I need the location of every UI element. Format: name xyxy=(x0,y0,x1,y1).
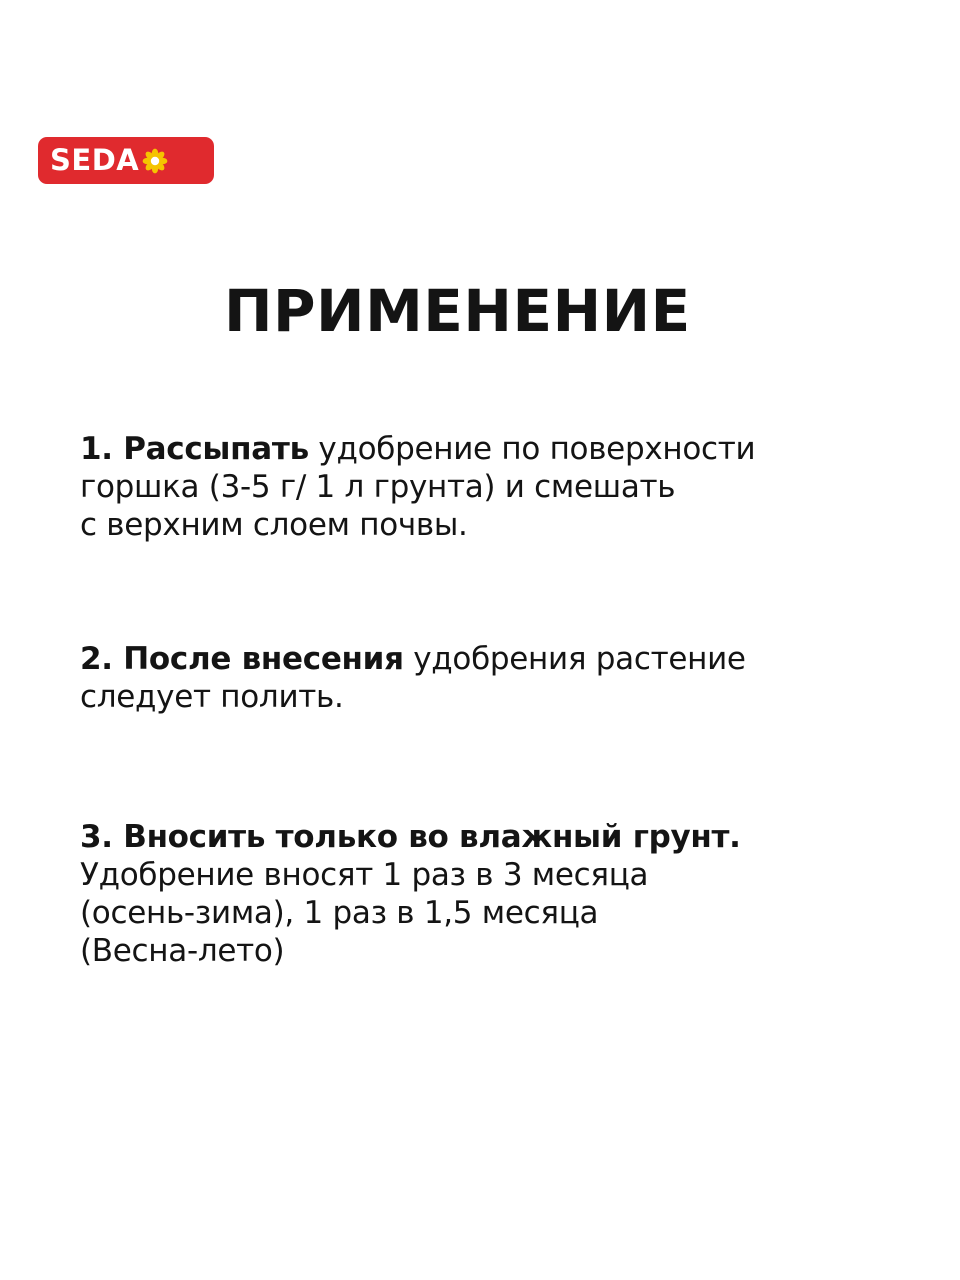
step-2-lead: 2. После внесения xyxy=(80,641,404,677)
step-1 xyxy=(80,430,920,544)
step-3 xyxy=(80,818,920,970)
flower-center xyxy=(151,156,159,164)
step-3-line-1: Удобрение вносят 1 раз в 3 месяца xyxy=(80,857,649,893)
logo-text: SEDA xyxy=(50,143,140,177)
step-2-line-2: следует полить. xyxy=(80,679,344,715)
step-1-line-1: удобрение по поверхности xyxy=(308,431,756,467)
seda-logo xyxy=(38,137,214,184)
page-title: ПРИМЕНЕНИЕ xyxy=(224,277,691,345)
step-2 xyxy=(80,640,920,716)
step-2-line-1: удобрения растение xyxy=(403,641,746,677)
step-1-line-3: с верхним слоем почвы. xyxy=(80,507,468,543)
step-1-line-2: горшка (3-5 г/ 1 л грунта) и смешать xyxy=(80,469,676,505)
step-3-lead: 3. Вносить только во влажный грунт. xyxy=(80,819,741,855)
step-1-lead: 1. Рассыпать xyxy=(80,431,309,467)
step-3-line-3: (Весна-лето) xyxy=(80,933,285,969)
step-3-line-2: (осень-зима), 1 раз в 1,5 месяца xyxy=(80,895,599,931)
flower-icon xyxy=(141,147,169,175)
